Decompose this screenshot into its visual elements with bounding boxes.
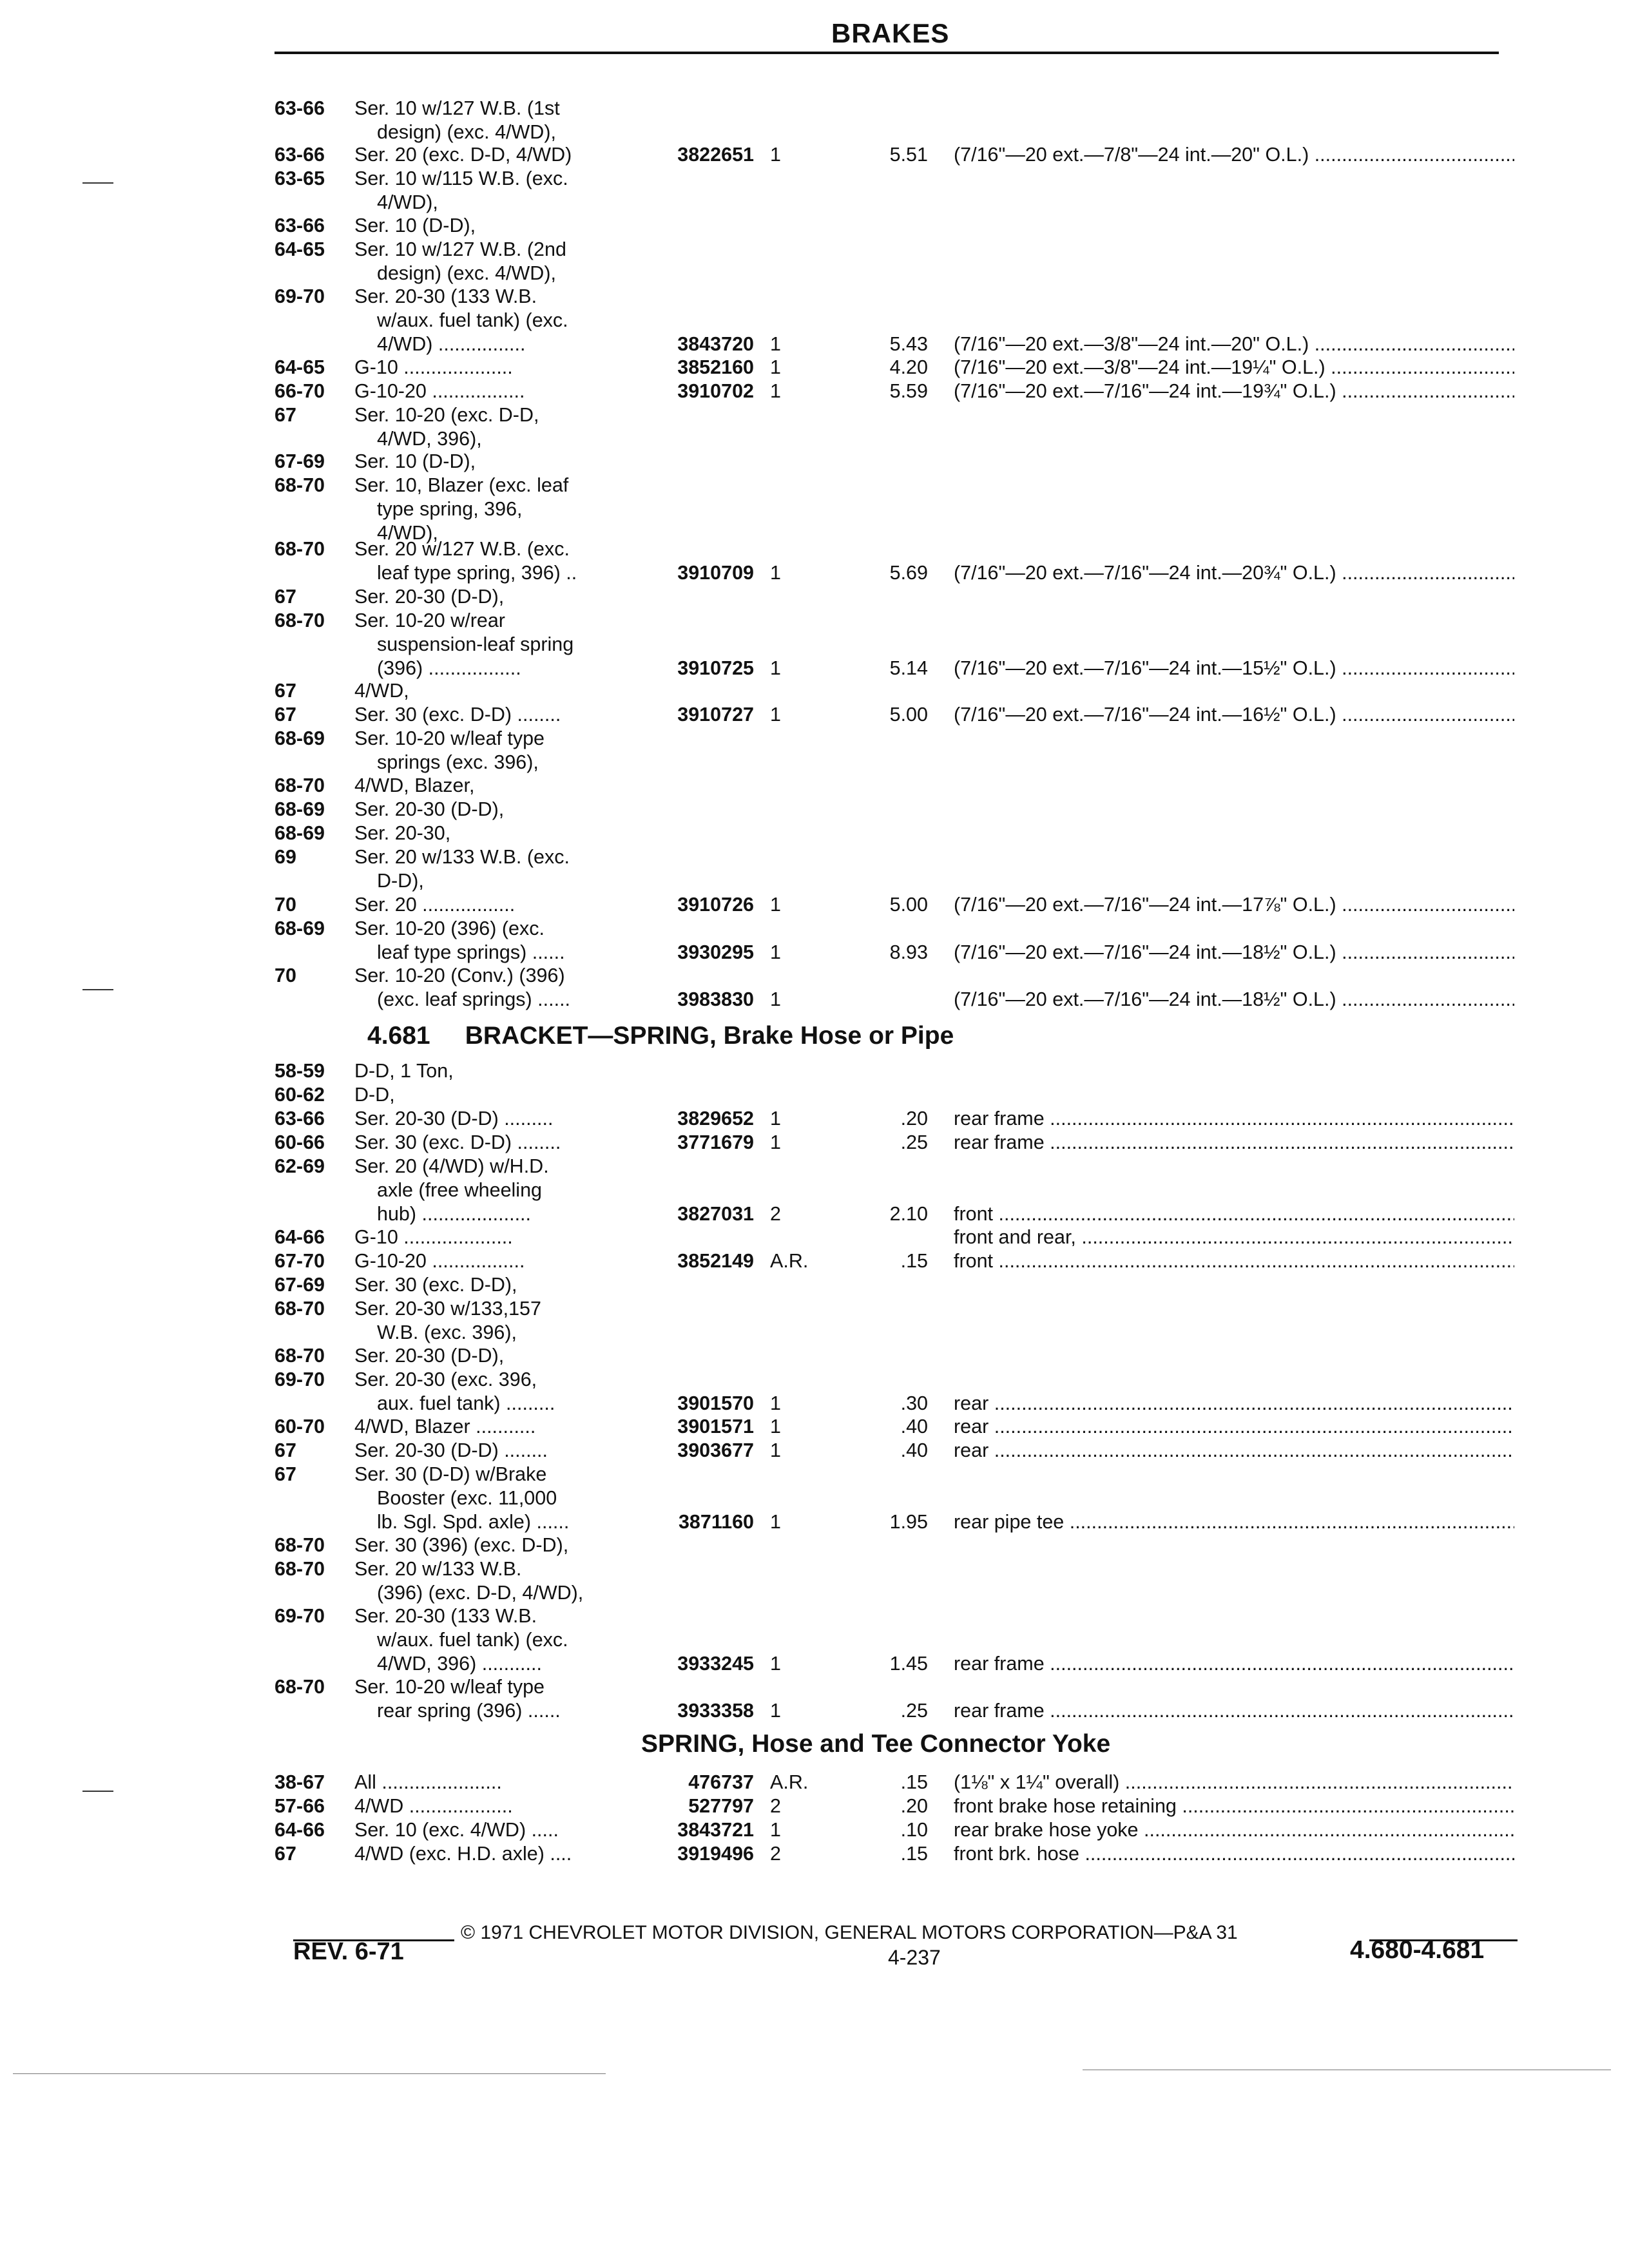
page-number: 4-237 — [888, 1946, 941, 1969]
application-description: Ser. 20-30 (D-D), — [354, 1345, 505, 1367]
application-description: Ser. 10 w/115 W.B. (exc. — [354, 168, 568, 189]
application-description: Ser. 10-20 (Conv.) (396) — [354, 965, 565, 986]
application-description: Ser. 10 (D-D), — [354, 450, 476, 472]
application-description: Ser. 20 w/133 W.B. (exc. — [354, 846, 570, 868]
quantity: 1 — [770, 1652, 781, 1675]
model-years: 67-70 — [275, 1250, 325, 1272]
application-description: D-D, — [354, 1084, 395, 1106]
model-years: 63-66 — [275, 215, 325, 236]
copyright-notice: © 1971 CHEVROLET MOTOR DIVISION, GENERAL MOTORS CORPORATION—P&A 31 — [461, 1922, 1238, 1943]
quantity: A.R. — [770, 1250, 809, 1272]
list-price: 1.45 — [889, 1652, 928, 1675]
application-description: Ser. 20 (exc. D-D, 4/WD) — [354, 144, 572, 166]
quantity: 1 — [770, 1819, 781, 1841]
list-price: 5.00 — [889, 894, 928, 916]
application-description: Ser. 20-30 (D-D), — [354, 586, 505, 608]
model-years: 68-70 — [275, 774, 325, 796]
application-description: suspension-leaf spring — [377, 633, 574, 655]
part-remarks: front ..... — [954, 1202, 1514, 1225]
part-number: 3843720 — [677, 332, 754, 355]
part-number: 527797 — [688, 1795, 754, 1817]
part-remarks: front brk. hose ..... — [954, 1842, 1514, 1865]
application-description: Ser. 20-30 (D-D), — [354, 798, 505, 820]
part-number: 3933245 — [677, 1652, 754, 1675]
application-description: All ...................... — [354, 1771, 502, 1793]
application-description: 4/WD, 396) ........... — [377, 1652, 542, 1675]
model-years: 68-70 — [275, 538, 325, 560]
application-description: leaf type springs) ...... — [377, 941, 565, 963]
model-years: 66-70 — [275, 380, 325, 402]
model-years: 63-66 — [275, 1108, 325, 1129]
application-description: Ser. 20-30 (D-D) ......... — [354, 1108, 554, 1129]
list-price: .15 — [900, 1843, 928, 1865]
application-description: G-10 .................... — [354, 1226, 513, 1248]
model-years: 63-66 — [275, 144, 325, 166]
section-range: 4.680-4.681 — [1350, 1936, 1485, 1964]
model-years: 69 — [275, 846, 296, 868]
model-years: 67 — [275, 704, 296, 726]
revision-date: REV. 6-71 — [293, 1938, 404, 1965]
part-number: 476737 — [688, 1771, 754, 1793]
application-description: Ser. 10 w/127 W.B. (2nd — [354, 238, 566, 260]
model-years: 68-70 — [275, 610, 325, 631]
model-years: 68-69 — [275, 822, 325, 844]
quantity: 1 — [770, 894, 781, 916]
application-description: G-10 .................... — [354, 356, 513, 378]
application-description: 4/WD, Blazer ........... — [354, 1416, 536, 1437]
quantity: 1 — [770, 1416, 781, 1437]
application-description: Ser. 10-20 (exc. D-D, — [354, 404, 539, 426]
list-price: 5.51 — [889, 144, 928, 166]
model-years: 67-69 — [275, 1274, 325, 1296]
application-description: 4/WD, — [354, 680, 409, 702]
part-remarks: rear ..... — [954, 1439, 1514, 1462]
model-years: 68-69 — [275, 727, 325, 749]
quantity: 1 — [770, 657, 781, 679]
application-description: rear spring (396) ...... — [377, 1699, 561, 1722]
application-description: w/aux. fuel tank) (exc. — [377, 1628, 568, 1651]
model-years: 60-66 — [275, 1131, 325, 1153]
model-years: 69-70 — [275, 285, 325, 307]
application-description: Ser. 20-30 w/133,157 — [354, 1298, 541, 1320]
application-description: 4/WD), — [377, 521, 438, 544]
part-remarks: (1⅛" x 1¼" overall) ..... — [954, 1771, 1514, 1794]
application-description: Ser. 10, Blazer (exc. leaf — [354, 474, 569, 496]
quantity: 1 — [770, 1131, 781, 1153]
application-description: Ser. 10 (exc. 4/WD) ..... — [354, 1819, 559, 1841]
model-years: 70 — [275, 965, 296, 986]
part-number: 3852149 — [677, 1250, 754, 1272]
part-number: 3983830 — [677, 988, 754, 1010]
model-years: 60-70 — [275, 1416, 325, 1437]
list-price: 5.00 — [889, 704, 928, 726]
application-description: Ser. 30 (396) (exc. D-D), — [354, 1534, 569, 1556]
model-years: 68-70 — [275, 1298, 325, 1320]
margin-mark — [82, 182, 113, 184]
part-number: 3910726 — [677, 894, 754, 916]
model-years: 67 — [275, 1843, 296, 1865]
list-price: .25 — [900, 1131, 928, 1153]
model-years: 64-66 — [275, 1819, 325, 1841]
list-price: .15 — [900, 1250, 928, 1272]
model-years: 69-70 — [275, 1605, 325, 1627]
model-years: 68-70 — [275, 1558, 325, 1580]
model-years: 64-66 — [275, 1226, 325, 1248]
application-description: Ser. 10 (D-D), — [354, 215, 476, 236]
part-number: 3871160 — [678, 1510, 754, 1533]
model-years: 64-65 — [275, 356, 325, 378]
model-years: 60-62 — [275, 1084, 325, 1106]
list-price: 5.59 — [889, 380, 928, 402]
model-years: 68-70 — [275, 1345, 325, 1367]
application-description: G-10-20 ................. — [354, 1250, 525, 1272]
part-remarks: rear ..... — [954, 1392, 1514, 1415]
part-remarks: rear brake hose yoke ..... — [954, 1818, 1514, 1841]
part-number: 3933358 — [677, 1699, 754, 1722]
model-years: 57-66 — [275, 1795, 325, 1817]
part-remarks: front ..... — [954, 1249, 1514, 1273]
quantity: 1 — [770, 561, 781, 584]
application-description: Ser. 20-30 (exc. 396, — [354, 1369, 537, 1390]
part-remarks: (7/16"—20 ext.—7/16"—24 int.—19¾" O.L.) ..... — [954, 380, 1514, 403]
section-title-bracket-spring: 4.681 BRACKET—SPRING, Brake Hose or Pipe — [367, 1022, 954, 1050]
part-number: 3910702 — [677, 380, 754, 402]
application-description: design) (exc. 4/WD), — [377, 262, 556, 284]
application-description: Ser. 10-20 w/rear — [354, 610, 505, 631]
application-description: hub) .................... — [377, 1202, 531, 1225]
part-number: 3771679 — [677, 1131, 754, 1153]
application-description: Ser. 20-30 (D-D) ........ — [354, 1439, 548, 1461]
part-remarks: (7/16"—20 ext.—7/16"—24 int.—15½" O.L.) ..... — [954, 657, 1514, 680]
part-remarks: rear frame ..... — [954, 1131, 1514, 1154]
list-price: 1.95 — [889, 1510, 928, 1533]
part-remarks: front brake hose retaining ..... — [954, 1794, 1514, 1818]
quantity: 1 — [770, 1510, 781, 1533]
application-description: lb. Sgl. Spd. axle) ...... — [377, 1510, 570, 1533]
application-description: Ser. 20 (4/WD) w/H.D. — [354, 1155, 549, 1177]
model-years: 68-70 — [275, 474, 325, 496]
application-description: Ser. 10-20 w/leaf type — [354, 727, 545, 749]
model-years: 63-66 — [275, 97, 325, 119]
model-years: 67-69 — [275, 450, 325, 472]
model-years: 38-67 — [275, 1771, 325, 1793]
model-years: 70 — [275, 894, 296, 916]
application-description: aux. fuel tank) ......... — [377, 1392, 555, 1414]
application-description: Ser. 10-20 (396) (exc. — [354, 918, 545, 939]
application-description: (396) (exc. D-D, 4/WD), — [377, 1581, 584, 1604]
application-description: Ser. 10 w/127 W.B. (1st — [354, 97, 560, 119]
section-title-spring-hose-yoke: SPRING, Hose and Tee Connector Yoke — [641, 1730, 1111, 1758]
margin-mark — [82, 1791, 113, 1792]
part-remarks: (7/16"—20 ext.—7/8"—24 int.—20" O.L.) ..... — [954, 143, 1514, 166]
application-description: 4/WD ................... — [354, 1795, 513, 1817]
part-remarks: rear frame ..... — [954, 1699, 1514, 1722]
part-remarks: front and rear, ..... — [954, 1225, 1514, 1249]
model-years: 67 — [275, 680, 296, 702]
application-description: Ser. 20 w/127 W.B. (exc. — [354, 538, 570, 560]
part-number: 3901571 — [677, 1416, 754, 1437]
application-description: D-D), — [377, 869, 424, 892]
application-description: (exc. leaf springs) ...... — [377, 988, 571, 1010]
application-description: Ser. 30 (exc. D-D), — [354, 1274, 517, 1296]
part-number: 3852160 — [677, 356, 754, 378]
part-remarks: (7/16"—20 ext.—7/16"—24 int.—18½" O.L.) ..... — [954, 988, 1514, 1011]
application-description: 4/WD (exc. H.D. axle) .... — [354, 1843, 572, 1865]
list-price: 2.10 — [889, 1202, 928, 1225]
part-number: 3901570 — [677, 1392, 754, 1414]
model-years: 63-65 — [275, 168, 325, 189]
application-description: Ser. 30 (D-D) w/Brake — [354, 1463, 547, 1485]
part-number: 3829652 — [677, 1108, 754, 1129]
quantity: 1 — [770, 356, 781, 378]
application-description: design) (exc. 4/WD), — [377, 120, 556, 143]
list-price: 8.93 — [889, 941, 928, 963]
list-price: 5.43 — [889, 332, 928, 355]
application-description: 4/WD) ................ — [377, 332, 526, 355]
page-title: BRAKES — [831, 18, 950, 48]
list-price: 4.20 — [889, 356, 928, 378]
header-rule — [275, 52, 1499, 54]
application-description: Ser. 20-30 (133 W.B. — [354, 285, 537, 307]
part-number: 3827031 — [677, 1202, 754, 1225]
part-number: 3903677 — [677, 1439, 754, 1461]
model-years: 68-70 — [275, 1534, 325, 1556]
application-description: D-D, 1 Ton, — [354, 1060, 454, 1082]
model-years: 62-69 — [275, 1155, 325, 1177]
scan-edge-line — [13, 2073, 606, 2074]
model-years: 69-70 — [275, 1369, 325, 1390]
application-description: G-10-20 ................. — [354, 380, 525, 402]
quantity: 1 — [770, 1699, 781, 1722]
list-price: 5.14 — [889, 657, 928, 679]
margin-mark — [82, 989, 113, 990]
application-description: springs (exc. 396), — [377, 751, 539, 773]
quantity: A.R. — [770, 1771, 809, 1793]
list-price: .40 — [900, 1416, 928, 1437]
application-description: (396) ................. — [377, 657, 521, 679]
application-description: Ser. 20-30 (133 W.B. — [354, 1605, 537, 1627]
part-number: 3910727 — [677, 704, 754, 726]
quantity: 1 — [770, 380, 781, 402]
part-number: 3843721 — [677, 1819, 754, 1841]
quantity: 1 — [770, 1439, 781, 1461]
application-description: w/aux. fuel tank) (exc. — [377, 309, 568, 331]
model-years: 64-65 — [275, 238, 325, 260]
quantity: 2 — [770, 1843, 781, 1865]
application-description: Booster (exc. 11,000 — [377, 1486, 557, 1509]
part-remarks: (7/16"—20 ext.—7/16"—24 int.—16½" O.L.) ..... — [954, 703, 1514, 726]
part-number: 3930295 — [677, 941, 754, 963]
part-remarks: rear pipe tee ..... — [954, 1510, 1514, 1533]
list-price: 5.69 — [889, 561, 928, 584]
model-years: 67 — [275, 1439, 296, 1461]
application-description: Ser. 10-20 w/leaf type — [354, 1676, 545, 1698]
part-remarks: rear frame ..... — [954, 1652, 1514, 1675]
part-remarks: (7/16"—20 ext.—3/8"—24 int.—20" O.L.) ..... — [954, 332, 1514, 356]
model-years: 68-70 — [275, 1676, 325, 1698]
part-remarks: rear ..... — [954, 1415, 1514, 1438]
application-description: 4/WD, 396), — [377, 427, 482, 450]
model-years: 67 — [275, 586, 296, 608]
part-number: 3910709 — [677, 561, 754, 584]
model-years: 68-69 — [275, 798, 325, 820]
part-number: 3919496 — [677, 1843, 754, 1865]
model-years: 58-59 — [275, 1060, 325, 1082]
quantity: 1 — [770, 988, 781, 1010]
application-description: Ser. 20 ................. — [354, 894, 516, 916]
application-description: leaf type spring, 396) .. — [377, 561, 577, 584]
list-price: .15 — [900, 1771, 928, 1793]
application-description: 4/WD), — [377, 191, 438, 213]
model-years: 67 — [275, 1463, 296, 1485]
list-price: .10 — [900, 1819, 928, 1841]
application-description: 4/WD, Blazer, — [354, 774, 475, 796]
part-remarks: (7/16"—20 ext.—7/16"—24 int.—18½" O.L.) ..... — [954, 941, 1514, 964]
part-remarks: (7/16"—20 ext.—7/16"—24 int.—17⅞" O.L.) ..... — [954, 893, 1514, 916]
part-remarks: (7/16"—20 ext.—3/8"—24 int.—19¼" O.L.) ..... — [954, 356, 1514, 379]
part-number: 3822651 — [677, 144, 754, 166]
model-years: 67 — [275, 404, 296, 426]
list-price: .20 — [900, 1795, 928, 1817]
quantity: 2 — [770, 1795, 781, 1817]
list-price: .30 — [900, 1392, 928, 1414]
part-remarks: (7/16"—20 ext.—7/16"—24 int.—20¾" O.L.) ..... — [954, 561, 1514, 584]
application-description: Ser. 20-30, — [354, 822, 451, 844]
application-description: Ser. 30 (exc. D-D) ........ — [354, 704, 561, 726]
quantity: 1 — [770, 1108, 781, 1129]
quantity: 1 — [770, 941, 781, 963]
quantity: 1 — [770, 144, 781, 166]
model-years: 68-69 — [275, 918, 325, 939]
list-price: .20 — [900, 1108, 928, 1129]
part-number: 3910725 — [677, 657, 754, 679]
application-description: type spring, 396, — [377, 497, 523, 520]
application-description: Ser. 30 (exc. D-D) ........ — [354, 1131, 561, 1153]
quantity: 1 — [770, 332, 781, 355]
quantity: 1 — [770, 1392, 781, 1414]
part-remarks: rear frame ..... — [954, 1107, 1514, 1130]
application-description: Ser. 20 w/133 W.B. — [354, 1558, 522, 1580]
list-price: .40 — [900, 1439, 928, 1461]
application-description: W.B. (exc. 396), — [377, 1321, 517, 1343]
application-description: axle (free wheeling — [377, 1178, 543, 1201]
quantity: 1 — [770, 704, 781, 726]
quantity: 2 — [770, 1202, 781, 1225]
list-price: .25 — [900, 1699, 928, 1722]
